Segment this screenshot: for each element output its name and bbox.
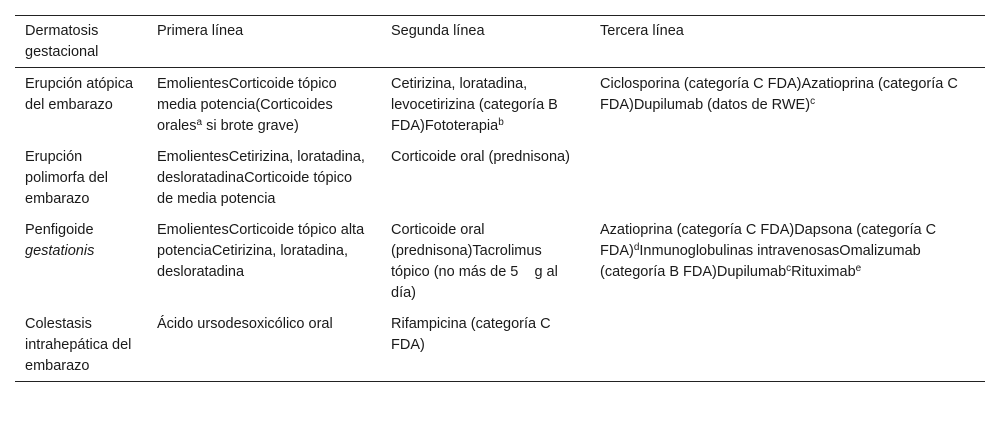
dermatosis-treatment-table [15,15,985,382]
header-tercera-linea: Tercera línea [600,23,684,39]
header-segunda-linea: Segunda línea [391,23,485,39]
table-row [15,308,985,382]
cell-segunda-linea: Rifampicina (categoría C FDA) [391,316,551,353]
footnote-marker: b [498,117,504,128]
table-header [15,16,985,68]
cell-text: Ciclosporina (categoría C FDA)Azatioprina (categoría C FDA)Dupilumab (datos de RWE) [600,76,958,113]
cell-tercera-linea [590,141,985,214]
cell-text: Cetirizina, loratadina, levocetirizina (categoría B FDA)Fototerapia [391,76,558,134]
table-body [15,68,985,382]
footnote-marker: c [786,263,792,274]
cell-text-italic: gestationis [25,243,95,259]
header-dermatosis: Dermatosis gestacional [25,23,99,60]
cell-primera-linea: Ácido ursodesoxicólico oral [157,316,333,332]
footnote-marker: e [855,263,862,274]
cell-text: Azatioprina (categoría C FDA)Dapsona (categoría C FDA) [600,222,937,259]
cell-dermatosis: Erupción polimorfa del embarazo [25,149,109,207]
cell-primera-linea: EmolientesCorticoide tópico alta potenciaCetirizina, loratadina, desloratadina [157,222,365,280]
cell-text: Penfigoide [25,222,94,238]
cell-primera-linea [147,68,381,142]
cell-dermatosis: Erupción atópica del embarazo [25,76,134,113]
cell-segunda-linea: Corticoide oral (prednisona) [391,149,570,165]
cell-dermatosis [15,214,147,308]
cell-text: Rituximab [791,264,856,280]
cell-tercera-linea [590,68,985,142]
header-row [15,16,985,68]
cell-text: si brote grave) [202,118,299,134]
footnote-marker: a [196,117,203,128]
table-row [15,214,985,308]
table-row [15,141,985,214]
cell-text: Inmunoglobulinas intravenosasOmalizumab (categoría B FDA)Dupilumab [600,243,921,280]
footnote-marker: c [810,96,816,107]
footnote-marker: d [633,242,640,253]
cell-tercera-linea [590,214,985,308]
table-row [15,68,985,142]
header-primera-linea: Primera línea [157,23,244,39]
cell-primera-linea: EmolientesCetirizina, loratadina, desloratadinaCorticoide tópico de media potencia [157,149,365,207]
cell-segunda-linea [381,68,590,142]
cell-tercera-linea [590,308,985,382]
cell-segunda-linea: Corticoide oral (prednisona)Tacrolimus tópico (no más de 5 g al día) [391,222,562,301]
cell-text: EmolientesCorticoide tópico media potencia(Corticoides orales [157,76,337,134]
cell-dermatosis: Colestasis intrahepática del embarazo [25,316,132,374]
